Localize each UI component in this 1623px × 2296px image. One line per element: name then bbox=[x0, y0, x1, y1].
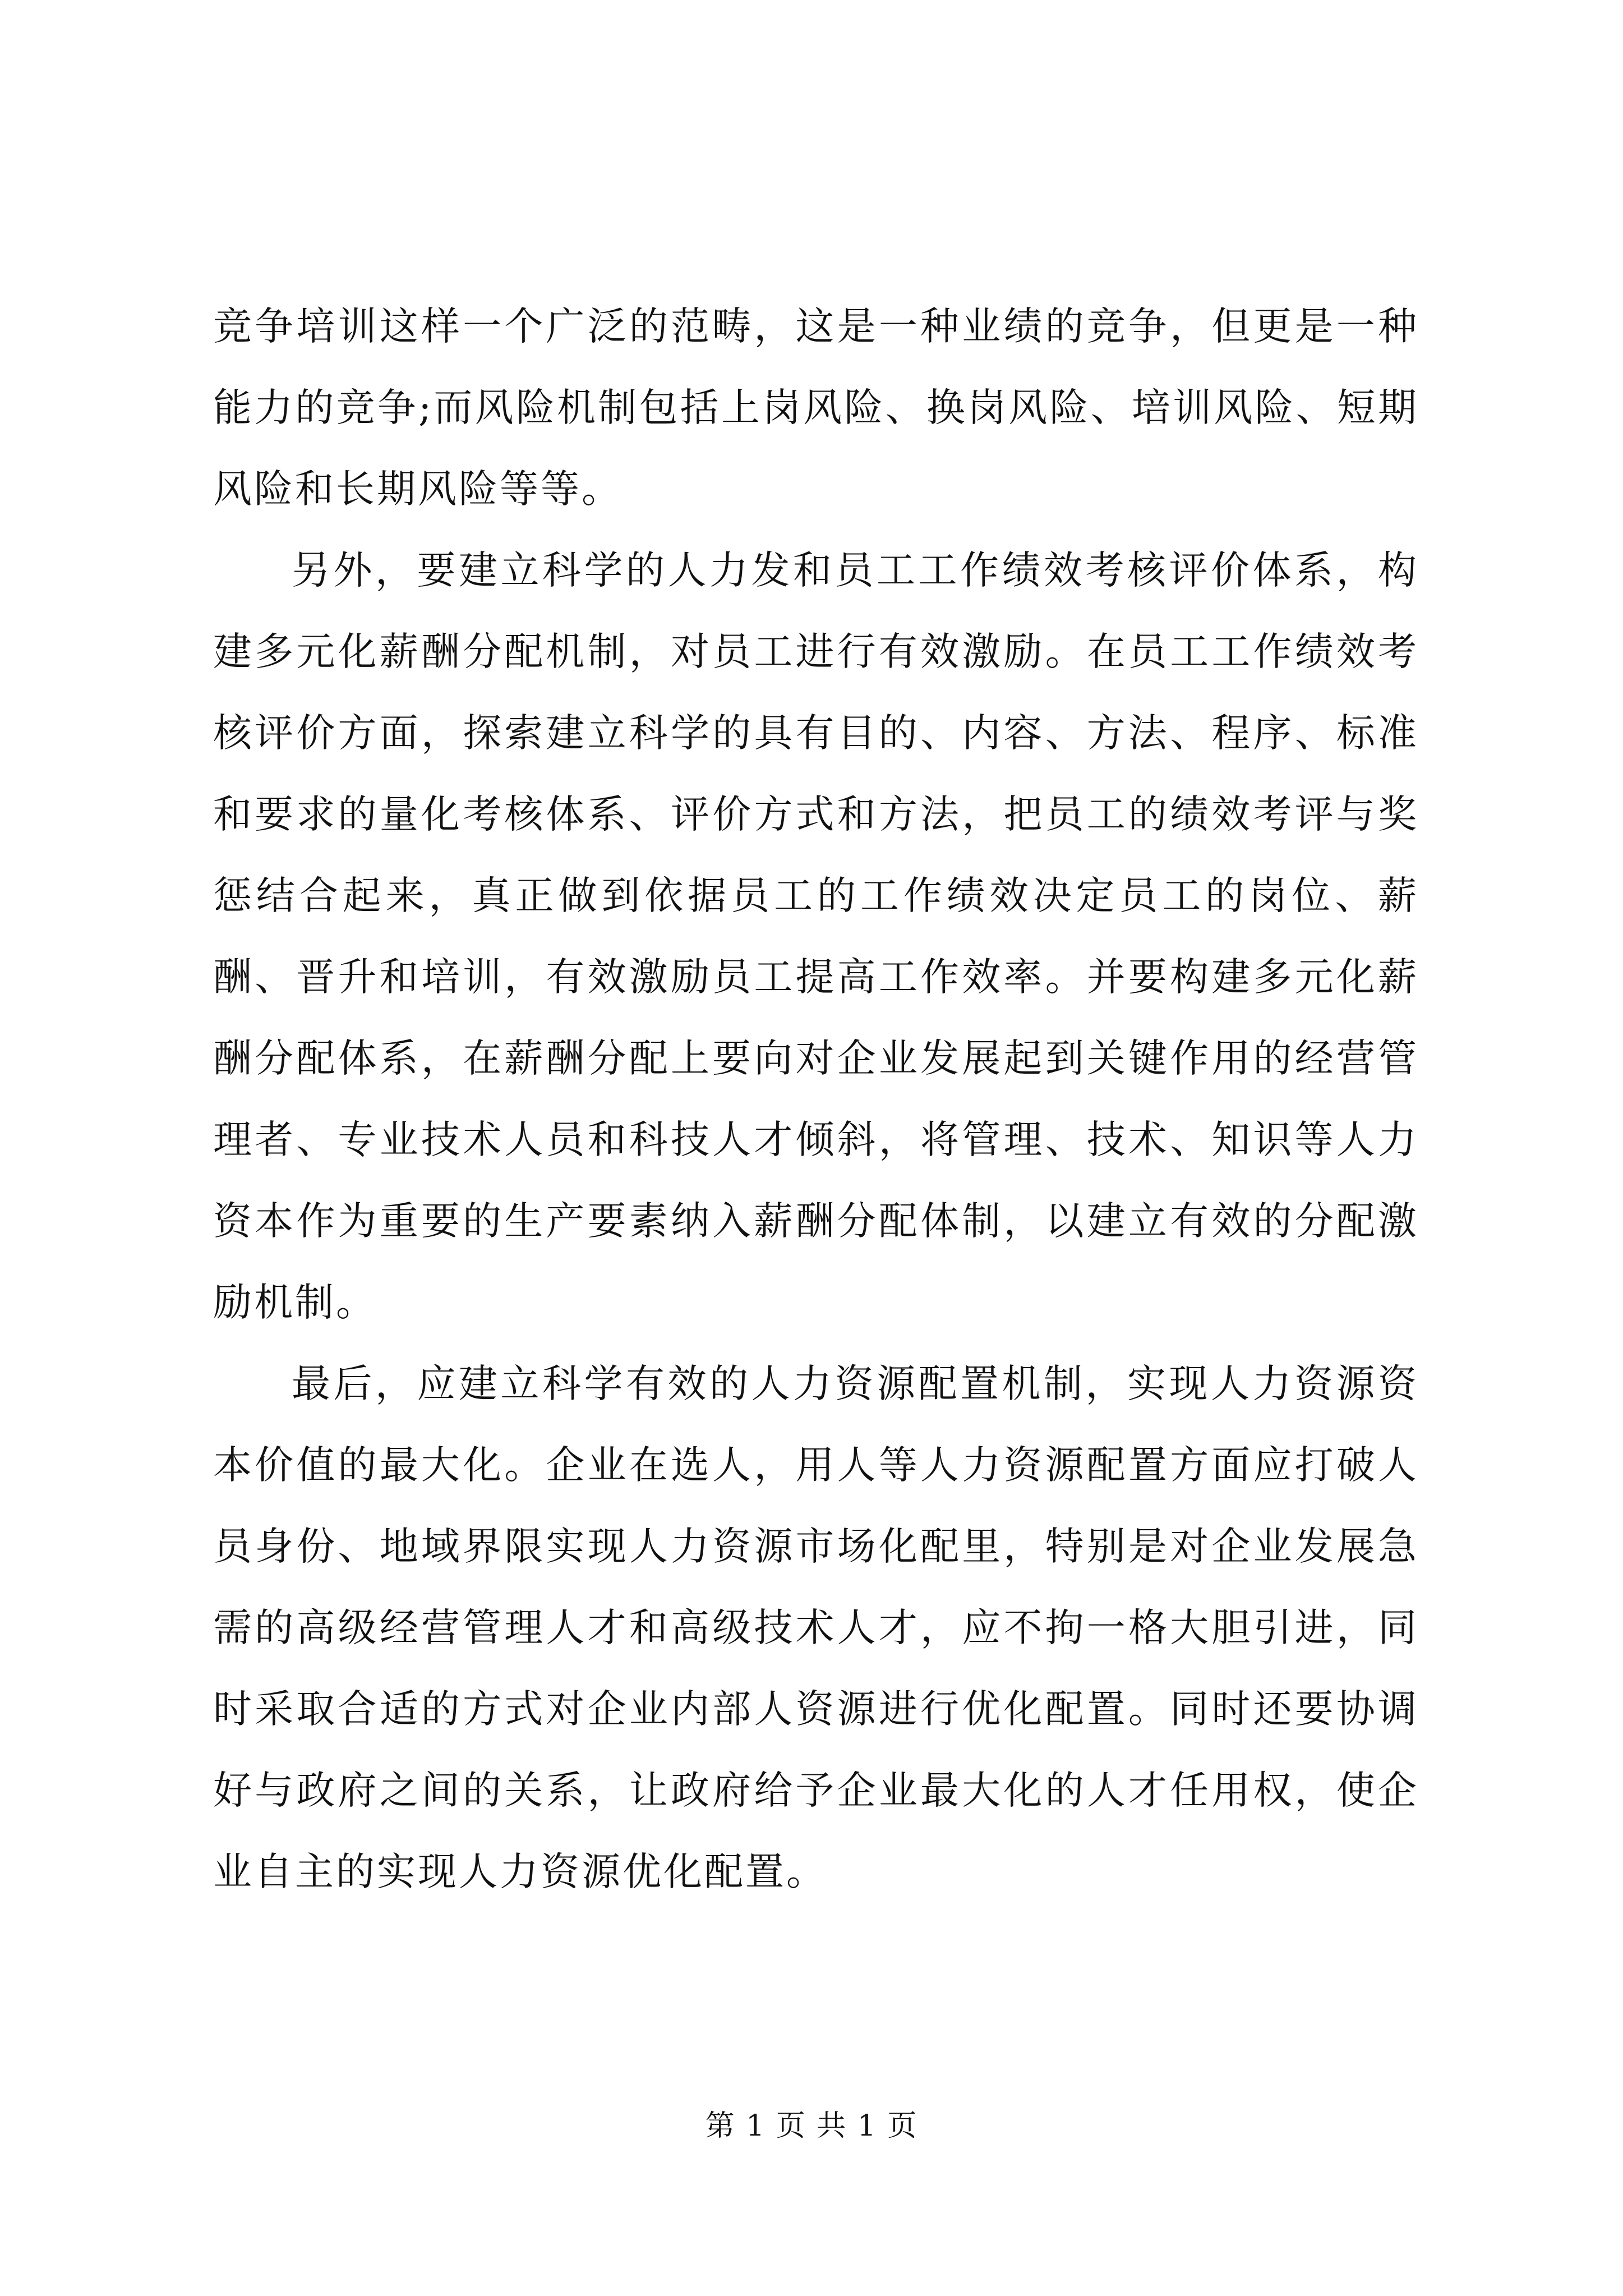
page-number-footer: 第 1 页 共 1 页 bbox=[705, 2109, 918, 2143]
paragraph-performance-evaluation: 另外，要建立科学的人力发和员工工作绩效考核评价体系，构建多元化薪酬分配机制，对员工进行有效激励。在员工工作绩效考核评价方面，探索建立科学的具有目的、内容、方法、程序、标准和要求的量化考核体系、评价方式和方法，把员工的绩效考评与奖惩结合起来，真正做到依据员工的工作绩效决定员工的岗位、薪酬、晋升和培训，有效激励员工提高工作效率。并要构建多元化薪酬分配体系，在薪酬分配上要向对企业发展起到关键作用的经营管理者、专业技术人员和科技人才倾斜，将管理、技术、知识等人力资本作为重要的生产要素纳入薪酬分配体制，以建立有效的分配激励机制。 bbox=[213, 548, 1419, 1325]
document-body bbox=[213, 286, 1419, 1913]
paragraph-resource-allocation: 最后，应建立科学有效的人力资源配置机制，实现人力资源资本价值的最大化。企业在选人，用人等人力资源配置方面应打破人员身份、地域界限实现人力资源市场化配里，特别是对企业发展急需的高级经营管理人才和高级技术人才，应不拘一格大胆引进，同时采取合适的方式对企业内部人资源进行优化配置。同时还要协调好与政府之间的关系，让政府给予企业最大化的人才任用权，使企业自主的实现人力资源优化配置。 bbox=[213, 1361, 1419, 1894]
paragraph-continued: 竞争培训这样一个广泛的范畴，这是一种业绩的竞争，但更是一种能力的竞争;而风险机制包括上岗风险、换岗风险、培训风险、短期风险和长期风险等等。 bbox=[213, 304, 1419, 512]
